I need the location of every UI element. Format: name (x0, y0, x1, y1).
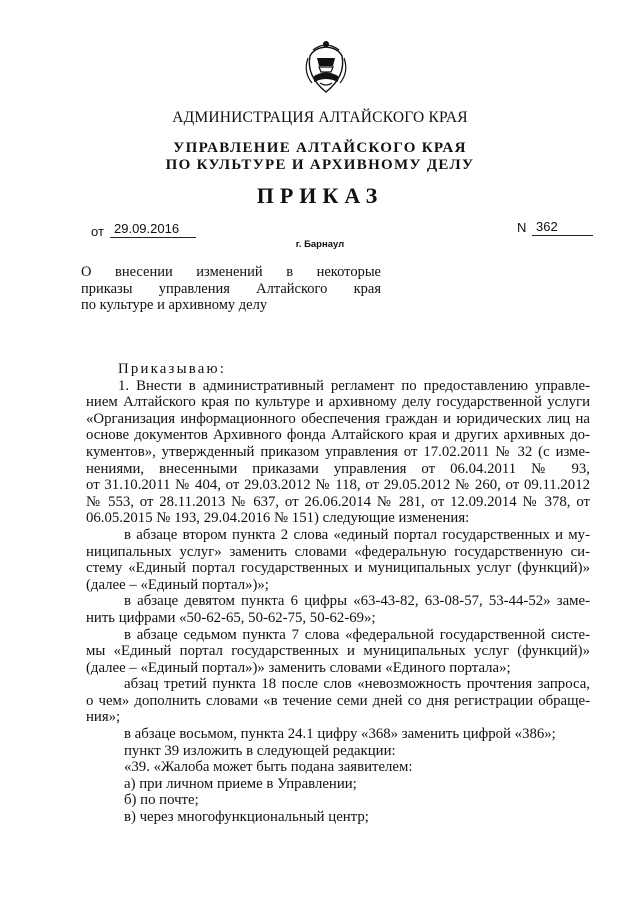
body-line: нием Алтайского края по культуре и архивному делу государственной услуги (86, 394, 590, 411)
body-line: нить цифрами «50-62-65, 50-62-75, 50-62-69»; (86, 609, 376, 626)
body-line: «39. «Жалоба может быть подана заявителем: (124, 759, 413, 776)
administration-title: АДМИНИСТРАЦИЯ АЛТАЙСКОГО КРАЯ (172, 109, 468, 126)
body-line: в абзаце восьмом, пункта 24.1 цифру «368» заменить цифрой «386»; (124, 726, 556, 743)
number-value: 362 (532, 219, 593, 236)
body-line: от 31.10.2011 № 404, от 29.03.2012 № 118, от 29.05.2012 № 260, от 09.11.2012 (86, 477, 590, 494)
body-line: «Организация информационного обеспечения граждан и юридических лиц на (86, 410, 590, 427)
body-line: основе документов Архивного фонда Алтайского края и других архивных до- (86, 427, 590, 444)
body-line: в абзаце втором пункта 2 слова «единый портал государственных и му- (124, 526, 590, 543)
order-subject (81, 264, 381, 314)
number-label: N (517, 220, 527, 235)
body-line: кументов», утвержденный приказом управления от 17.02.2011 № 32 (с изме- (86, 443, 590, 460)
department-title-line-2: ПО КУЛЬТУРЕ И АРХИВНОМУ ДЕЛУ (165, 157, 475, 173)
city-label: г. Барнаул (295, 239, 345, 250)
body-line: пункт 39 изложить в следующей редакции: (124, 742, 396, 759)
body-line: № 553, от 28.11.2013 № 637, от 26.06.2014 № 281, от 12.09.2014 № 378, от (86, 493, 590, 510)
department-title-line-1: УПРАВЛЕНИЕ АЛТАЙСКОГО КРАЯ (173, 140, 467, 156)
body-line: в абзаце седьмом пункта 7 слова «федеральной государственной систе- (124, 626, 590, 643)
date-value: 29.09.2016 (110, 221, 196, 238)
body-line: о чем» дополнить словами «в течение семи дней со дня регистрации обраще- (86, 692, 590, 709)
body-line: стему «Единый портал государственных и муниципальных услуг (функций)» (86, 560, 590, 577)
body-line: (далее – «Единый портал»)» заменить словами «Единого портала»; (86, 659, 511, 676)
order-body (86, 361, 590, 826)
body-line: в абзаце девятом пункта 6 цифры «63-43-82, 63-08-57, 53-44-52» заме- (124, 593, 590, 610)
body-line: 06.05.2015 № 193, 29.04.2016 № 151) следующие изменения: (86, 510, 470, 527)
body-line: абзац третий пункта 18 после слов «невозможность прочтения запроса, (124, 676, 590, 693)
date-label: от (91, 224, 104, 239)
body-line: нениями, внесенными приказами управления от 06.04.2011 № 93, (86, 460, 590, 477)
body-line: в) через многофункциональный центр; (124, 809, 369, 826)
body-line: 1. Внести в административный регламент по предоставлению управле- (118, 377, 590, 394)
subject-line: приказы управления Алтайского края (81, 280, 381, 297)
body-line: мы «Единый портал государственных и муниципальных услуг (функций)» (86, 643, 590, 660)
body-line: а) при личном приеме в Управлении; (124, 775, 357, 792)
subject-line: О внесении изменений в некоторые (81, 264, 381, 280)
document-type-title: ПРИКАЗ (256, 183, 384, 208)
subject-line: по культуре и архивному делу (81, 297, 268, 313)
body-line: (далее – «Единый портал»)»; (86, 576, 269, 593)
body-line: ния»; (86, 709, 121, 726)
altai-coat-of-arms-emblem (300, 36, 352, 96)
body-line: б) по почте; (124, 792, 199, 809)
body-line: ниципальных услуг» заменить словами «федеральную государственную си- (86, 543, 590, 560)
order-word: Приказываю: (118, 361, 227, 377)
